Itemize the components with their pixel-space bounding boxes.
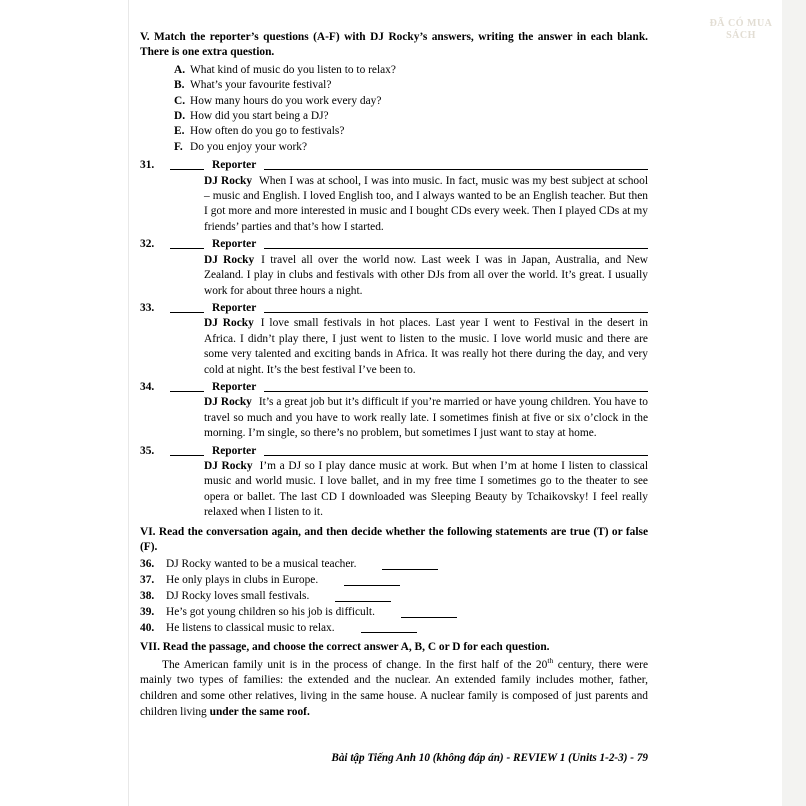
qa-list <box>140 158 648 520</box>
tf-blank-38[interactable] <box>335 590 391 602</box>
option-c-label: C. <box>174 94 186 107</box>
qa-number-32: 32. <box>140 238 155 251</box>
answer-row-34 <box>140 395 648 441</box>
answer-blank-34[interactable] <box>170 380 204 392</box>
answer-text-32: I travel all over the world now. Last week I was in Japan, Australia, and New Zealand. I play in clubs and festivals with other DJs from all over the world. It’s great. I usually work for about three hours a night. <box>204 253 648 297</box>
tf-item-36 <box>140 557 648 573</box>
option-b-label: B. <box>174 79 185 92</box>
page-left-margin <box>0 0 129 806</box>
answer-body-34 <box>204 395 648 441</box>
footer-separator-2: - <box>627 752 637 764</box>
speaker-label-34: DJ Rocky <box>204 396 252 409</box>
section-v-options <box>140 63 648 155</box>
section-vii-passage <box>140 658 648 720</box>
answer-blank-32[interactable] <box>170 237 204 249</box>
tf-number-37: 37. <box>140 574 155 587</box>
tf-item-37 <box>140 573 648 589</box>
tf-blank-36[interactable] <box>382 558 438 570</box>
qa-item-34 <box>140 380 648 395</box>
tf-item-40 <box>140 621 648 637</box>
footer-book-title: Bài tập Tiếng Anh 10 (không đáp án) <box>331 752 504 764</box>
answer-row-31 <box>140 174 648 236</box>
option-a-label: A. <box>174 63 186 76</box>
reporter-rule-32 <box>264 237 648 249</box>
option-b-text: What’s your favourite festival? <box>190 79 332 92</box>
watermark-text: ĐÃ CÓ MUA SÁCH <box>709 18 773 41</box>
qa-item-35 <box>140 444 648 459</box>
section-vii-heading: VII. Read the passage, and choose the correct answer A, B, C or D for each question. <box>140 641 550 654</box>
speaker-label-32: DJ Rocky <box>204 253 255 266</box>
option-a <box>140 63 648 78</box>
passage-part-1: The American family unit is in the process of change. In the first half of the 20 <box>162 658 548 671</box>
page-content <box>140 30 648 720</box>
reporter-label-33: Reporter <box>212 301 257 314</box>
answer-text-35: I’m a DJ so I play dance music at work. But when I’m at home I listen to classical music and world music. I love ballet, and in my free time I sometimes go to the theater to see opera or ballet. The last CD I downloaded was Sleeping Beauty by Tchaikovsky! I feel really relaxed when I listen to it. <box>204 459 648 519</box>
tf-number-40: 40. <box>140 621 155 634</box>
option-e-label: E. <box>174 125 185 138</box>
tf-text-37: He only plays in clubs in Europe. <box>166 574 319 587</box>
passage-superscript: th <box>547 656 554 665</box>
option-b <box>140 78 648 93</box>
tf-text-40: He listens to classical music to relax. <box>166 621 335 634</box>
qa-number-34: 34. <box>140 380 155 393</box>
answer-row-33 <box>140 316 648 378</box>
option-e-text: How often do you go to festivals? <box>190 125 345 138</box>
reporter-rule-33 <box>264 301 648 313</box>
passage-bold-phrase: under the same roof. <box>209 705 310 718</box>
reporter-rule-31 <box>264 158 648 170</box>
section-vi-heading: VI. Read the conversation again, and then decide whether the following statements are true (T) or false (F). <box>140 525 648 553</box>
tf-number-36: 36. <box>140 558 155 571</box>
reporter-label-31: Reporter <box>212 159 257 172</box>
footer-review-label: REVIEW 1 (Units 1-2-3) <box>512 752 628 764</box>
option-c-text: How many hours do you work every day? <box>190 94 382 107</box>
answer-text-33: I love small festivals in hot places. Last year I went to Festival in the desert in Africa. I didn’t play there, I just went to listen to the music. I love world music and there are some very talented and exciting bands in Africa. It was really hot there during the day, and very cold at night. It’s the best festival I’ve been to. <box>204 317 649 376</box>
tf-number-39: 39. <box>140 605 155 618</box>
option-d <box>140 109 648 124</box>
footer-separator-1: - <box>503 752 513 764</box>
qa-item-31 <box>140 158 648 173</box>
answer-row-32 <box>140 253 648 299</box>
option-a-text: What kind of music do you listen to to relax? <box>190 63 396 76</box>
answer-text-31: When I was at school, I was into music. In fact, music was my best subject at school – music and English. I loved English too, and I always wanted to be an English teacher. But then I got more and more interested in music and I bought CDs every week. Then I played CDs at my friends’ parties and that’s how I started. <box>204 174 648 233</box>
reporter-label-32: Reporter <box>212 238 257 251</box>
tf-item-38 <box>140 589 648 605</box>
page-footer <box>140 752 648 764</box>
tf-blank-39[interactable] <box>401 606 457 618</box>
answer-body-31 <box>204 174 648 236</box>
tf-text-39: He’s got young children so his job is difficult. <box>166 605 375 618</box>
speaker-label-33: DJ Rocky <box>204 317 254 330</box>
option-d-label: D. <box>174 110 186 123</box>
option-c <box>140 94 648 109</box>
reporter-rule-34 <box>264 380 648 392</box>
speaker-label-31: DJ Rocky <box>204 174 253 187</box>
section-vi-statements <box>140 557 648 636</box>
answer-body-32 <box>204 253 648 299</box>
qa-number-33: 33. <box>140 301 155 314</box>
footer-page-number: 79 <box>636 752 648 764</box>
answer-blank-35[interactable] <box>170 444 204 456</box>
tf-number-38: 38. <box>140 590 155 602</box>
qa-number-35: 35. <box>140 444 155 457</box>
answer-row-35 <box>140 459 648 521</box>
passage-part-2: century, there were mainly two types of families: the extended and the nuclear. An extended family includes mother, father, children and some other relatives, living in the same house. A nuclear family is composed of just parents and children living <box>140 658 649 718</box>
option-f-text: Do you enjoy your work? <box>190 140 308 153</box>
tf-blank-37[interactable] <box>344 574 400 586</box>
option-e <box>140 124 648 139</box>
section-v-heading: V. Match the reporter’s questions (A-F) with DJ Rocky’s answers, writing the answer in each blank. There is one extra question. <box>140 31 648 59</box>
answer-blank-31[interactable] <box>170 158 204 170</box>
option-d-text: How did you start being a DJ? <box>190 110 329 123</box>
option-f-label: F. <box>174 140 183 153</box>
answer-body-33 <box>204 316 648 378</box>
reporter-label-34: Reporter <box>212 380 257 393</box>
qa-number-31: 31. <box>140 159 155 172</box>
page-right-edge <box>782 0 806 806</box>
option-f <box>140 140 648 155</box>
qa-item-33 <box>140 301 648 316</box>
speaker-label-35: DJ Rocky <box>204 459 253 472</box>
reporter-label-35: Reporter <box>212 444 257 457</box>
qa-item-32 <box>140 237 648 252</box>
tf-item-39 <box>140 605 648 621</box>
tf-text-36: DJ Rocky wanted to be a musical teacher. <box>166 558 357 571</box>
answer-text-34: It’s a great job but it’s difficult if you’re married or have young children. You have to travel so much and you have to work really late. I sometimes finish at five or six o’clock in the morning. I’m single, so there’s no problem, but sometimes I just want to stay at home. <box>204 396 648 440</box>
answer-body-35 <box>204 459 648 521</box>
reporter-rule-35 <box>264 444 648 456</box>
tf-blank-40[interactable] <box>361 621 417 633</box>
answer-blank-33[interactable] <box>170 301 204 313</box>
tf-text-38: DJ Rocky loves small festivals. <box>166 590 310 602</box>
